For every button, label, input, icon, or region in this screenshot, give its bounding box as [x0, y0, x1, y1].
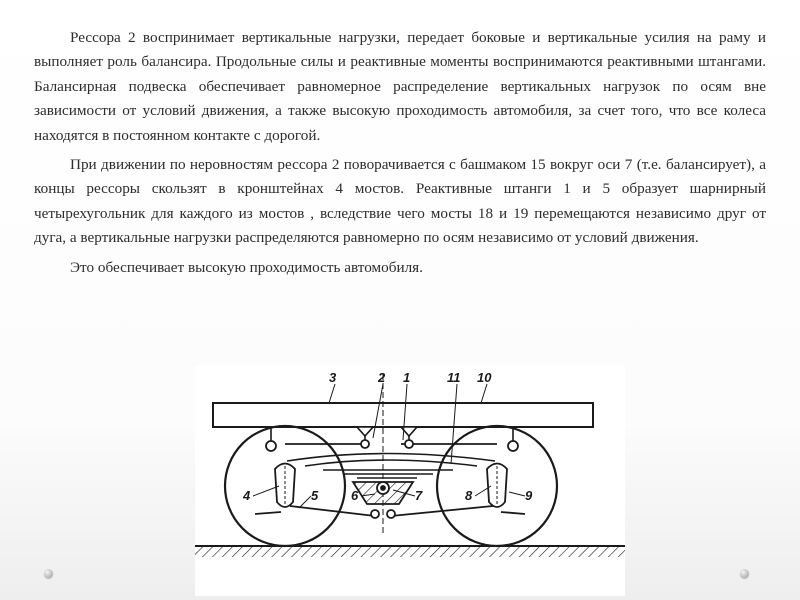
- suspension-diagram-svg: [195, 366, 625, 596]
- label-11: 11: [447, 370, 461, 385]
- label-10: 10: [477, 370, 492, 385]
- leaf-spring: [287, 454, 495, 479]
- label-1: 1: [403, 370, 411, 385]
- paragraph-3: Это обеспечивает высокую проходимость автомобиля.: [70, 258, 423, 276]
- suspension-diagram: [195, 366, 625, 596]
- label-9: 9: [525, 488, 533, 503]
- text-block: [34, 26, 766, 285]
- corner-dot-right: [740, 569, 749, 578]
- label-5: 5: [311, 488, 319, 503]
- label-3: 3: [329, 370, 337, 385]
- frame: [213, 403, 593, 427]
- label-4: 4: [243, 488, 251, 503]
- upper-rods: [266, 440, 518, 451]
- label-2: 2: [378, 370, 386, 385]
- label-7: 7: [415, 488, 423, 503]
- paragraph-2: При движении по неровностям рессора 2 поворачивается с башмаком 15 вокруг оси 7 (т.е. балансирует), а концы рессоры скользят в кронштейнах 4 мостов. Реактивные штанги 1 и 5 образует шарнирный четырехугольник для каждого из мостов , вследствие чего мосты 18 и 19 перемещаются независимо друг от дуга, а вертикальные нагрузки распределяются равномерно по осям независимо от условий движения.: [34, 156, 766, 247]
- label-6: 6: [351, 488, 359, 503]
- ground: [195, 546, 625, 557]
- label-8: 8: [465, 488, 473, 503]
- corner-dot-left: [44, 569, 53, 578]
- paragraph-1: Рессора 2 воспринимает вертикальные нагрузки, передает боковые и вертикальные усилия на раму и выполняет роль балансира. Продольные силы и реактивные моменты воспринимаются реактивными штангами. Балансирная подвеска обеспечивает равномерное распределение вертикальных нагрузок по осям вне зависимости от условий движения, а также высокую проходимость автомобиля, за счет того, что все колеса находятся в постоянном контакте с дорогой.: [34, 29, 766, 144]
